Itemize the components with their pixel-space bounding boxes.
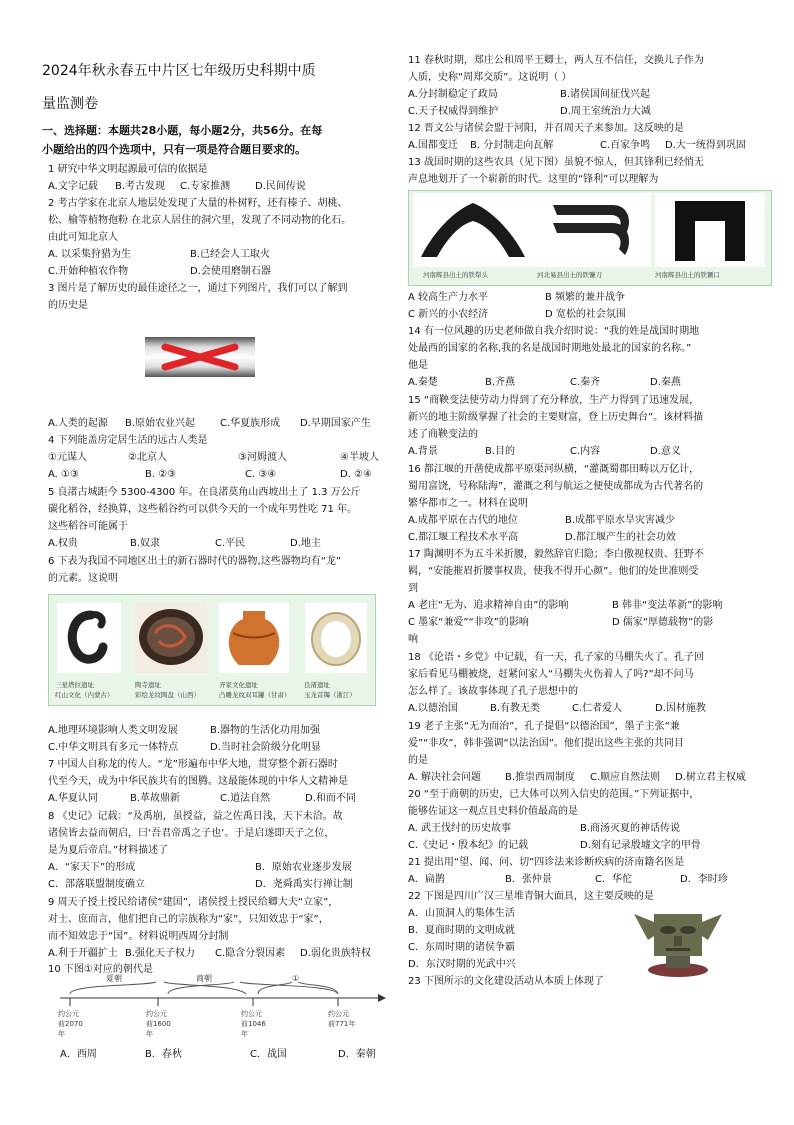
q4-item-1: ①元谋人 (48, 452, 87, 463)
q10-option-b: B．春秋 (145, 1049, 182, 1060)
tick-1-a: 约公元 (58, 1010, 79, 1018)
q15-line2: 新兴的地主阶级掌握了社会的主要财富，登上历史舞台”。该材料描 (408, 412, 704, 423)
q13-tools-figure (408, 190, 772, 286)
q19-option-d: D.树立君主权威 (675, 772, 746, 783)
tick-2-a: 约公元 (146, 1010, 167, 1018)
q9-line1: 9 周天子授土授民给诸侯“建国”，诸侯授土授民给卿大夫“立家”， (48, 897, 339, 908)
q6-caption-3a: 齐家文化遗址 (219, 681, 258, 689)
q22-option-b: B．夏商时期的文明成就 (408, 925, 515, 936)
q21-option-b: B．张仲景 (505, 874, 552, 885)
q6-option-c: C.中华文明具有多元一体特点 (48, 742, 179, 753)
q13-option-d: D 宽松的社会氛围 (545, 309, 626, 320)
q6-caption-4a: 良渚遗址 (304, 681, 330, 689)
tick-2-c: 年 (146, 1030, 153, 1038)
q19-line2: 爱”“非攻”，韩非强调“以法治国”。他们提出这些主张的共同目 (408, 738, 684, 749)
q3-line1: 3 图片是了解历史的最佳途径之一，通过下列图片，我们可以了解到 (48, 283, 348, 294)
q9-option-a: A.利于开疆扩土 (48, 948, 118, 959)
q6-caption-2b: 彩绘龙纹陶盘（山西） (135, 691, 200, 699)
q3-line2: 的历史是 (48, 300, 88, 311)
tick-3-b: 前1046 (241, 1020, 266, 1028)
q18-option-d: D.因材施教 (655, 703, 706, 714)
q14-option-d: D.秦燕 (650, 377, 681, 388)
q8-option-a: A．“家天下”的形成 (48, 862, 136, 873)
q6-option-d: D.当时社会阶级分化明显 (210, 742, 321, 753)
exam-title-line1: 2024年秋永春五中片区七年级历史科期中质 (42, 63, 316, 79)
q17-line3: 到 (408, 583, 418, 594)
q20-option-c: C.《史记・殷本纪》的记载 (408, 840, 529, 851)
bronze-mask-icon (624, 900, 732, 980)
q21-option-c: C．华佗 (595, 874, 632, 885)
q2-option-a: A. 以采集狩猎为生 (48, 249, 132, 260)
timeline-label-shang: 商朝 (196, 974, 212, 983)
q6-line1: 6 下表为我国不同地区出土的新石器时代的器物,这些器物均有“龙” (48, 556, 342, 567)
q1-option-b: B.考古发现 (115, 181, 166, 192)
q6-line2: 的元素。这说明 (48, 573, 118, 584)
q18-line3: 怎么样了。该故事体现了孔子思想中的 (408, 686, 578, 697)
section-heading-line1: 一、选择题：本题共28小题，每小题2分，共56分。在每 (42, 124, 323, 137)
q9-line3: 而不知效忠于“国”。材料说明西周分封制 (48, 931, 229, 942)
q3-option-c: C.华夏族形成 (220, 418, 281, 429)
q9-option-c: C.隐含分裂因素 (215, 948, 286, 959)
q22-option-a: A．山顶洞人的集体生活 (408, 908, 515, 919)
q12-stem: 12 晋文公与诸侯会盟于河阳，并召周天子来参加。这反映的是 (408, 123, 684, 134)
q12-option-b: B. 分封制走向瓦解 (470, 140, 554, 151)
section-heading-line2: 小题给出的四个选项中，只有一项是符合题目要求的。 (42, 143, 306, 156)
q19-option-a: A. 解决社会问题 (408, 772, 482, 783)
q5-option-d: D.地主 (290, 538, 321, 549)
q8-option-d: D．尧舜禹实行禅让制 (255, 879, 353, 890)
q12-option-a: A.国都变迁 (408, 140, 458, 151)
q16-option-d: D.都江堰产生的社会功效 (565, 532, 676, 543)
q2-line3: 由此可知北京人 (48, 232, 118, 243)
q7-line2: 代至今天，成为中华民族共有的图腾。这最能体现的中华人文精神是 (48, 776, 348, 787)
q7-option-a: A.华夏认同 (48, 793, 98, 804)
iron-plough-icon (413, 193, 533, 267)
q3-option-a: A.人类的起源 (48, 418, 108, 429)
q5-line3: 这些稻谷可能属于 (48, 521, 128, 532)
q4-option-d: D. ②④ (340, 469, 372, 480)
q13-caption-2: 河北易县出土的铁镰刀 (537, 271, 602, 279)
q13-caption-3: 河南辉县出土的铁镢口 (655, 271, 720, 279)
q14-line3: 他是 (408, 360, 428, 371)
q20-option-d: D.刻有记录殷墟文字的甲骨 (580, 840, 701, 851)
q5-line1: 5 良渚古城距今 5300-4300 年。在良渚莫角山西坡出土了 1.3 万公斤 (48, 487, 361, 498)
red-cross-mark-icon (145, 337, 255, 377)
q8-option-c: C．部落联盟制度确立 (48, 879, 145, 890)
q13-caption-1: 河南辉县出土的铁犁头 (423, 271, 488, 279)
q10-timeline (48, 976, 388, 1046)
q9-option-b: B.强化天子权力 (125, 948, 196, 959)
q8-line3: 是为夏后帝启。”材料描述了 (48, 845, 169, 856)
q4-option-c: C. ③④ (245, 469, 277, 480)
q4-item-3: ③河姆渡人 (238, 452, 287, 463)
q5-option-c: C.平民 (215, 538, 246, 549)
q14-option-a: A.秦楚 (408, 377, 438, 388)
q17-line1: 17 陶渊明不为五斗米折腰，毅然辞官归隐；李白傲视权贵、狂野不 (408, 549, 704, 560)
q14-line1: 14 有一位风趣的历史老师做自我介绍时说：“我的姓是战国时期地 (408, 326, 700, 337)
tick-4-a: 约公元 (328, 1010, 349, 1018)
q1-stem: 1 研究中华文明起源最可信的依据是 (48, 164, 208, 175)
q19-option-b: B.推崇西周制度 (505, 772, 576, 783)
q2-option-d: D.会使用磨制石器 (190, 266, 271, 277)
q10-option-c: C．战国 (250, 1049, 287, 1060)
q18-line2: 家后看见马棚被烧，赶紧问家人“马棚失火伤着人了吗?”却不问马 (408, 669, 694, 680)
tick-3-c: 年 (241, 1030, 248, 1038)
q13-line2: 声息地划开了一个崭新的时代。这里的“锋利”可以理解为 (408, 174, 659, 185)
q2-option-c: C.开始种植农作物 (48, 266, 129, 277)
painted-dragon-plate-icon (135, 603, 207, 673)
q17-option-c: C 墨家“兼爱”“非攻”的影响 (408, 617, 529, 628)
q18-option-a: A.以德治国 (408, 703, 458, 714)
iron-sickle-icon (533, 193, 651, 267)
q18-line1: 18 《论语・乡党》中记载，有一天，孔子家的马棚失火了。孔子回 (408, 652, 704, 663)
q20-option-a: A. 武王伐纣的历史故事 (408, 823, 512, 834)
q4-item-2: ②北京人 (128, 452, 167, 463)
q15-option-a: A.背景 (408, 446, 438, 457)
tick-1-b: 前2070 (58, 1020, 83, 1028)
q13-option-c: C 新兴的小农经济 (408, 309, 489, 320)
q12-option-d: D.大一统得到巩固 (665, 140, 746, 151)
q23-stem: 23 下图所示的文化建设活动从本质上体现了 (408, 976, 604, 987)
q1-option-a: A.文字记载 (48, 181, 98, 192)
q8-line1: 8 《史记》记载：“及禹崩，虽授益，益之佐禹日浅，天下未洽。故 (48, 811, 343, 822)
q11-line1: 11 春秋时期，郑庄公和周平王卿士，两人互不信任，交换儿子作为 (408, 55, 704, 66)
q15-option-d: D.意义 (650, 446, 681, 457)
q4-item-4: ④半坡人 (340, 452, 379, 463)
q6-artifact-table (48, 594, 376, 706)
q7-option-d: D.和而不同 (305, 793, 356, 804)
q16-line3: 繁华都市之一。材料在说明 (408, 498, 528, 509)
q15-option-b: B.目的 (485, 446, 516, 457)
iron-hoe-icon (655, 193, 765, 267)
tick-4-b: 前771年 (328, 1020, 356, 1028)
q6-caption-4b: 玉龙首镯（浙江） (304, 691, 356, 699)
q11-option-c: C.天子权威得到维护 (408, 106, 499, 117)
jade-dragon-icon (57, 603, 121, 673)
q3-picture (145, 337, 255, 377)
q20-option-b: B.商汤灭夏的神话传说 (580, 823, 681, 834)
q20-line2: 能够佐证这一观点且史料价值最高的是 (408, 806, 578, 817)
q3-option-b: B.原始农业兴起 (125, 418, 196, 429)
double-handled-jar-icon (219, 603, 289, 673)
q11-option-b: B.诸侯国间征伐兴起 (560, 89, 651, 100)
q4-stem: 4 下列能盖房定居生活的远古人类是 (48, 435, 208, 446)
timeline-label-blank: ① (292, 974, 300, 983)
q16-line1: 16 都江堰的开凿使成都平原渠河纵横，“灌溉蜀郡田畴以万亿计， (408, 464, 700, 475)
q3-option-d: D.早期国家产生 (300, 418, 371, 429)
q8-option-b: B．原始农业逐步发展 (255, 862, 352, 873)
q15-option-c: C.内容 (570, 446, 601, 457)
tick-1-c: 年 (58, 1030, 65, 1038)
q5-line2: 碳化稻谷，经换算，这些稻谷约可以供今天的一个成年男性吃 71 年。 (48, 504, 358, 515)
q6-option-a: A.地理环境影响人类文明发展 (48, 725, 178, 736)
q16-option-c: C.都江堰工程技术水平高 (408, 532, 519, 543)
q16-option-b: B.成都平原水旱灾害减少 (565, 515, 676, 526)
q10-option-d: D．秦朝 (338, 1049, 376, 1060)
q6-caption-1a: 三星塔拉遗址 (55, 681, 94, 689)
q1-option-d: D.民间传说 (255, 181, 306, 192)
q22-option-c: C．东周时期的诸侯争霸 (408, 942, 515, 953)
q17-option-a: A 老庄“无为、追求精神自由”的影响 (408, 600, 569, 611)
q7-option-b: B.革故鼎新 (130, 793, 181, 804)
q1-option-c: C.专家推测 (180, 181, 231, 192)
q9-line2: 对士、庶而言，他们把自己的宗族称为“家”，只知效忠于“家”， (48, 914, 329, 925)
q18-option-c: C.仁者爱人 (572, 703, 623, 714)
q18-option-b: B.有教无类 (490, 703, 541, 714)
q11-option-d: D.周王室统治力大减 (560, 106, 651, 117)
q13-line1: 13 战国时期的这些农具（见下图）虽貌不惊人，但其锋利已经悄无 (408, 157, 704, 168)
q16-option-a: A.成都平原在古代的地位 (408, 515, 518, 526)
q19-line3: 的是 (408, 755, 428, 766)
q11-line2: 人质，史称“周郑交质”。这说明（ ） (408, 72, 572, 83)
q16-line2: 蜀用富饶，号称陆海”，灌溉之利与航运之便使成都成为古代著名的 (408, 481, 704, 492)
q5-option-a: A.权贵 (48, 538, 78, 549)
q17-option-d: D 儒家“厚德载物”的影 (612, 617, 714, 628)
q2-line2: 松、榆等植物孢粉 在北京人居住的洞穴里，发现了不同动物的化石。 (48, 215, 352, 226)
timeline-label-xia: 夏朝 (106, 974, 122, 983)
q6-caption-3b: 凸雕龙纹双耳罐（甘肃） (219, 691, 291, 699)
q9-option-d: D.弱化贵族特权 (300, 948, 371, 959)
q6-option-b: B.器物的生活化功用加强 (210, 725, 321, 736)
q7-line1: 7 中国人自称龙的传人。“龙”形遍布中华大地，贯穿整个新石器时 (48, 759, 338, 770)
q17-tail: 响 (408, 634, 418, 645)
q4-option-a: A. ①③ (48, 469, 79, 480)
q17-line2: 羁，“安能摧眉折腰事权贵，使我不得开心颜”。他们的处世准则受 (408, 566, 699, 577)
q22-option-d: D．东汉时期的光武中兴 (408, 959, 516, 970)
tick-3-a: 约公元 (241, 1010, 262, 1018)
q14-option-b: B.齐燕 (485, 377, 516, 388)
q19-line1: 19 老子主张“无为而治”，孔子提倡“以德治国”，墨子主张“兼 (408, 721, 680, 732)
q21-option-d: D．李时珍 (680, 874, 728, 885)
q21-option-a: A．扁鹊 (408, 874, 445, 885)
q20-line1: 20 “至于商朝的历史，已大体可以列入信史的范围。”下列证据中， (408, 789, 700, 800)
tick-2-b: 前1600 (146, 1020, 171, 1028)
q22-stem: 22 下图是四川广汉三星堆青铜大面具，这主要反映的是 (408, 891, 654, 902)
q14-option-c: C.秦齐 (570, 377, 601, 388)
q14-line2: 处最西的国家的名称,我的名是战国时期地处最北的国家的名称。” (408, 343, 692, 354)
q2-option-b: B.已经会人工取火 (190, 249, 271, 260)
exam-title-line2: 量监测卷 (42, 96, 98, 112)
q8-line2: 诸侯皆去益而朝启，曰‘吾君帝禹之子也’。于是启遂即天子之位， (48, 828, 335, 839)
q10-option-a: A．西周 (60, 1049, 97, 1060)
q15-line3: 述了商鞅变法的 (408, 429, 478, 440)
jade-bracelet-icon (305, 603, 367, 673)
q13-option-b: B 频繁的兼并战争 (545, 292, 626, 303)
q7-option-c: C.道法自然 (220, 793, 271, 804)
q2-line1: 2 考古学家在北京人地层处发现了大量的朴树籽，还有榛子、胡桃、 (48, 198, 348, 209)
q6-caption-1b: 红山文化（内蒙古） (55, 691, 114, 699)
q4-option-b: B. ②③ (145, 469, 177, 480)
q17-option-b: B 韩非“变法革新”的影响 (612, 600, 723, 611)
q21-stem: 21 提出用“望、闻、问、切”四诊法来诊断疾病的济南籍名医是 (408, 857, 685, 868)
q15-line1: 15 “商鞅变法使劳动力得到了充分释放，生产力得到了迅速发展， (408, 395, 700, 406)
q10-stem: 10 下图①对应的朝代是 (48, 964, 153, 975)
q11-option-a: A.分封制稳定了政局 (408, 89, 498, 100)
q5-option-b: B.奴隶 (130, 538, 161, 549)
q12-option-c: C.百家争鸣 (600, 140, 651, 151)
q19-option-c: C.顺应自然法则 (590, 772, 661, 783)
q13-option-a: A 较高生产力水平 (408, 292, 489, 303)
q6-caption-2a: 陶寺遗址 (135, 681, 161, 689)
